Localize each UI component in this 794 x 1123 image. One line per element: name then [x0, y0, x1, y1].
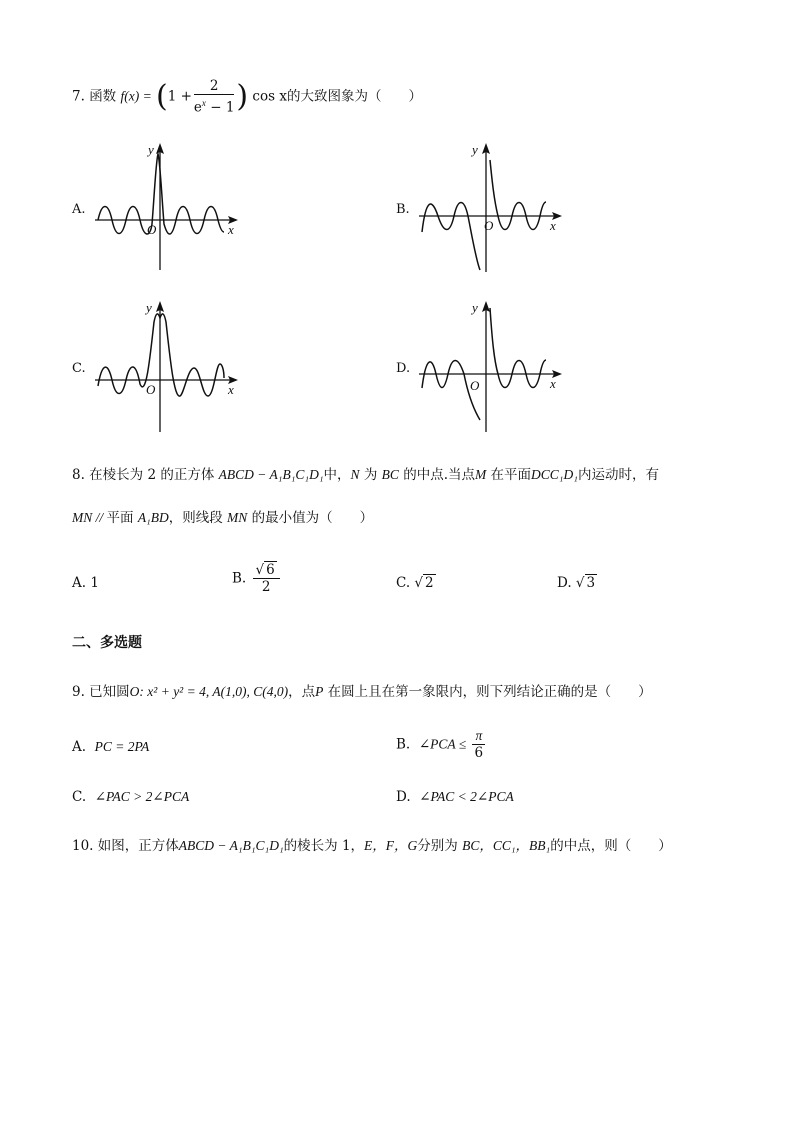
q9-stem	[72, 682, 652, 702]
q7-frac-num: 2	[194, 78, 234, 95]
q9-option-a-label: A.	[72, 739, 87, 755]
q7-option-d-label[interactable]: D.	[396, 361, 411, 376]
x-axis-label: x	[228, 382, 234, 397]
q8-point-n: N	[350, 467, 360, 482]
q8-plane2: A₁BD	[137, 510, 169, 525]
q8-text-d: 的中点.当点	[403, 467, 475, 483]
q8-text-c: 为	[363, 467, 378, 483]
y-axis-label: y	[148, 142, 154, 157]
q7-graph-c[interactable]	[90, 298, 250, 438]
left-paren: (	[156, 78, 168, 114]
x-axis-label: x	[228, 222, 234, 237]
q9-mid: ，点	[288, 684, 316, 700]
q10-points: E，F，G	[364, 838, 418, 853]
q7-number: 7.	[72, 88, 85, 105]
q8-text-e: 在平面	[490, 467, 532, 483]
q8-text-f: 内运动时，有	[577, 467, 659, 483]
q7-graph-a[interactable]	[90, 140, 250, 280]
q9-circle-eq: O: x² + y² = 4, A(1,0), C(4,0)	[129, 684, 289, 699]
q7-cos: cos x	[252, 88, 287, 105]
q7-e: e	[193, 99, 202, 116]
q9-option-a-text: PC = 2PA	[94, 739, 150, 754]
q8-cube: ABCD − A₁B₁C₁D₁	[218, 467, 324, 482]
q7-den-rest: − 1	[205, 99, 235, 116]
q10-tail: 的中点，则（ ）	[550, 838, 672, 854]
right-paren: )	[236, 78, 249, 114]
q8-line1	[72, 465, 659, 485]
origin-label: O	[147, 222, 157, 237]
q8-option-b-num: √ 6	[253, 562, 280, 579]
q8-option-d[interactable]: D. √ 3	[557, 575, 596, 591]
q8-option-b[interactable]	[232, 562, 282, 595]
q7-tail: 的大致图象为（ ）	[286, 88, 422, 105]
q8-text-g: 平面	[106, 510, 134, 526]
q9-option-c-label: C.	[72, 789, 87, 805]
q7-graph-b[interactable]	[414, 140, 574, 280]
origin-label: O	[470, 378, 480, 393]
q9-option-c[interactable]	[72, 787, 189, 807]
q8-point-m: M	[475, 467, 487, 482]
q8-text-h: ，则线段	[168, 510, 223, 526]
q7-func: f(x) =	[120, 88, 152, 104]
curve-a	[98, 154, 224, 234]
q7-graph-d[interactable]	[414, 298, 574, 438]
q7-stem	[72, 78, 422, 116]
q7-option-b-label[interactable]: B.	[396, 202, 410, 217]
q9-option-b-num: π	[472, 728, 485, 745]
x-axis-label: x	[550, 218, 556, 233]
q9-option-a[interactable]	[72, 737, 149, 757]
q9-option-d-text: ∠PAC < 2∠PCA	[419, 789, 514, 804]
curve-c	[98, 314, 224, 396]
q8-option-c-value: 2	[425, 575, 434, 591]
q8-option-a[interactable]: A. 1	[72, 575, 99, 591]
curve-b	[422, 160, 546, 270]
q9-lead: 9. 已知圆	[72, 684, 130, 700]
q8-seg-bc: BC	[381, 467, 399, 482]
q9-tail: 在圆上且在第一象限内，则下列结论正确的是（ ）	[327, 684, 652, 700]
q9-option-b-fraction	[472, 728, 485, 761]
q10-segments: BC，CC₁，BB₁	[462, 838, 551, 853]
q9-option-d[interactable]	[396, 787, 514, 807]
q7-lead: 函数	[89, 88, 117, 105]
q10-mid2: 分别为	[417, 838, 458, 854]
q8-option-d-value: 3	[586, 575, 596, 591]
curve-d	[422, 308, 546, 420]
q8-mn-parallel: MN //	[72, 510, 107, 525]
q9-option-b-text: ∠PCA ≤	[418, 736, 467, 752]
q8-option-d-label: D.	[557, 575, 572, 591]
q9-option-b[interactable]	[396, 728, 487, 761]
origin-label: O	[146, 382, 156, 397]
x-axis-label: x	[550, 376, 556, 391]
q8-option-b-label: B.	[232, 570, 247, 587]
q9-point-p: P	[315, 684, 324, 699]
q8-option-b-fraction	[253, 562, 280, 595]
y-axis-label: y	[146, 300, 152, 315]
q7-exp: x	[201, 98, 206, 108]
q10-stem	[72, 836, 672, 856]
section-heading-multi-choice: 二、多选题	[72, 635, 142, 651]
q7-fraction	[194, 78, 234, 116]
q8-plane: DCC₁D₁	[531, 467, 578, 482]
q8-mn: MN	[227, 510, 248, 525]
q8-option-c[interactable]: C. √ 2	[396, 575, 434, 591]
q9-option-b-label: B.	[396, 736, 411, 753]
q8-option-c-label: C.	[396, 575, 411, 591]
q7-frac-den	[194, 95, 234, 116]
q8-option-b-radicand: 6	[266, 562, 275, 578]
q7-option-c-label[interactable]: C.	[72, 361, 86, 376]
q9-option-b-den: 6	[474, 745, 484, 761]
q8-option-b-den: 2	[261, 579, 271, 595]
q9-option-d-label: D.	[396, 789, 411, 805]
q7-one-plus: 1 +	[167, 88, 192, 105]
q10-mid: 的棱长为 1，	[283, 838, 365, 854]
origin-label: O	[484, 218, 494, 233]
q8-text-a: 8. 在棱长为 2 的正方体	[72, 467, 215, 483]
y-axis-label: y	[472, 142, 478, 157]
q9-option-c-text: ∠PAC > 2∠PCA	[94, 789, 190, 804]
q10-lead: 10. 如图，正方体	[72, 838, 179, 854]
y-axis-label: y	[472, 300, 478, 315]
q8-text-b: 中，	[323, 467, 351, 483]
q8-text-i: 的最小值为（ ）	[251, 510, 374, 526]
q8-line2	[72, 508, 373, 528]
q10-cube: ABCD − A₁B₁C₁D₁	[178, 838, 284, 853]
q7-option-a-label[interactable]: A.	[72, 202, 86, 217]
